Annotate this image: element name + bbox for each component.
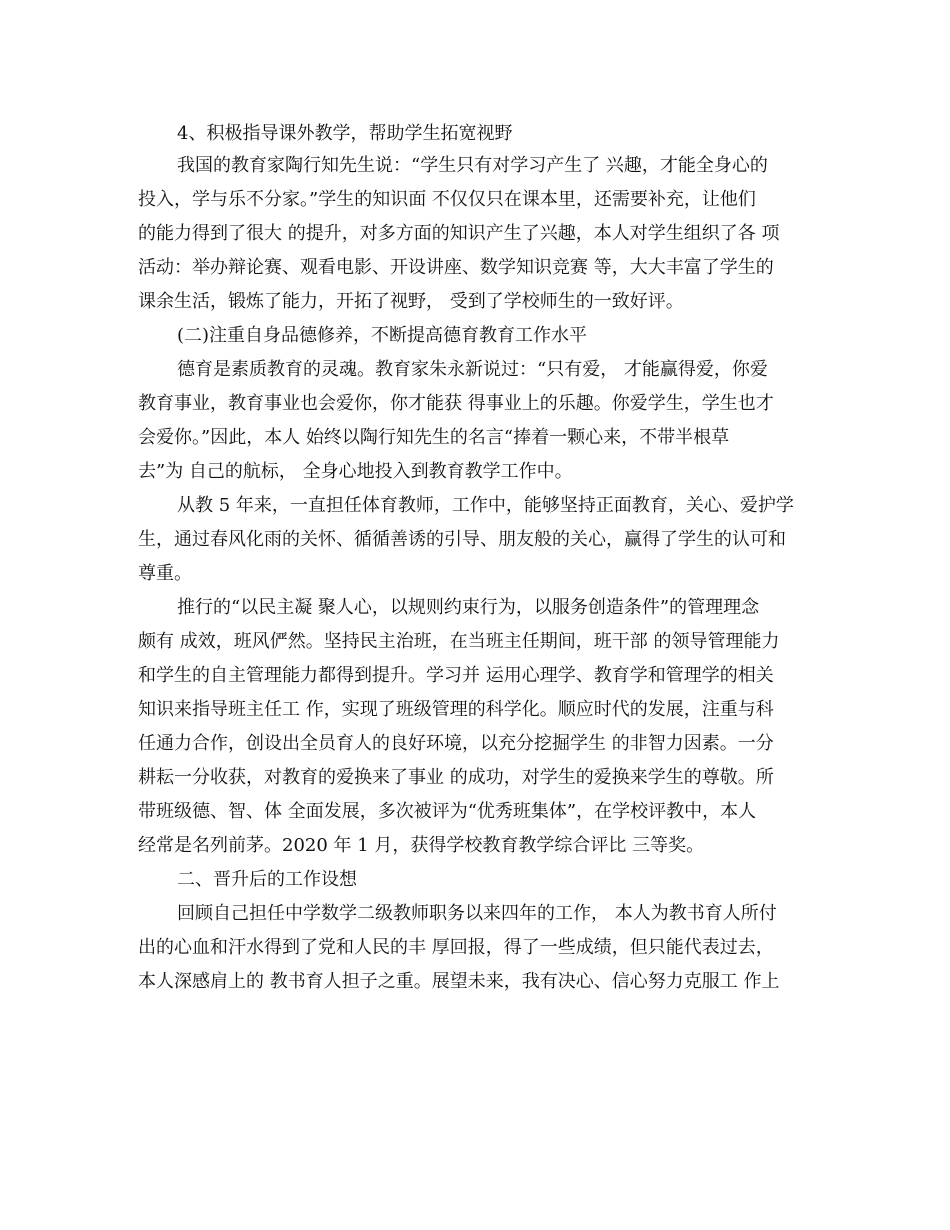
paragraph-line: 推行的“以民主凝 聚人心，以规则约束行为，以服务创造条件”的管理理念 <box>177 597 760 618</box>
paragraph-line: 出的心血和汗水得到了党和人民的丰 厚回报，得了一些成绩，但只能代表过去， <box>138 937 774 958</box>
paragraph-line: 回顾自己担任中学数学二级教师职务以来四年的工作， 本人为教书育人所付 <box>177 903 777 924</box>
paragraph-line: 知识来指导班主任工 作，实现了班级管理的科学化。顺应时代的发展，注重与科 <box>138 699 774 720</box>
paragraph-line: 颇有 成效，班风俨然。坚持民主治班，在当班主任期间，班干部 的领导管理能力 <box>138 631 780 652</box>
paragraph-line: 我国的教育家陶行知先生说：“学生只有对学习产生了 兴趣，才能全身心的 <box>177 155 768 176</box>
paragraph-line: 带班级德、智、体 全面发展，多次被评为“优秀班集体”，在学校评教中，本人 <box>138 801 757 822</box>
paragraph-line: 和学生的自主管理能力都得到提升。学习并 运用心理学、教育学和管理学的相关 <box>138 665 774 686</box>
paragraph-line: 从教 5 年来，一直担任体育教师，工作中，能够坚持正面教育，关心、爱护学 <box>177 495 794 516</box>
paragraph-line: 任通力合作，创设出全员育人的良好环境，以充分挖掘学生 的非智力因素。一分 <box>138 733 774 754</box>
paragraph-line: 去”为 自己的航标， 全身心地投入到教育教学工作中。 <box>138 461 573 482</box>
paragraph-line: 的能力得到了很大 的提升，对多方面的知识产生了兴趣，本人对学生组织了各 项 <box>138 223 780 244</box>
paragraph-line: 生，通过春风化雨的关怀、循循善诱的引导、朋友般的关心，赢得了学生的认可和 <box>138 529 786 550</box>
paragraph-line: 尊重。 <box>138 563 192 584</box>
paragraph-line: 经常是名列前茅。2020 年 1 月，获得学校教育教学综合评比 三等奖。 <box>138 835 705 856</box>
paragraph-line: 活动：举办辩论赛、观看电影、开设讲座、数学知识竞赛 等，大大丰富了学生的 <box>138 257 774 278</box>
paragraph-line: 耕耘一分收获，对教育的爱换来了事业 的成功，对学生的爱换来学生的尊敬。所 <box>138 767 774 788</box>
section-heading-extracurricular: 4、积极指导课外教学，帮助学生拓宽视野 <box>177 123 513 144</box>
paragraph-line: 德育是素质教育的灵魂。教育家朱永新说过：“只有爱， 才能赢得爱，你爱 <box>177 359 768 380</box>
paragraph-line: 本人深感肩上的 教书育人担子之重。展望未来，我有决心、信心努力克服工 作上 <box>138 971 780 992</box>
paragraph-line: 课余生活，锻炼了能力，开拓了视野， 受到了学校师生的一致好评。 <box>138 291 684 312</box>
paragraph-line: 会爱你。”因此，本人 始终以陶行知先生的名言“捧着一颗心来，不带半根草 <box>138 427 730 448</box>
paragraph-line: 投入，学与乐不分家。”学生的知识面 不仅仅只在课本里，还需要补充，让他们 <box>138 189 756 210</box>
paragraph-line: 教育事业，教育事业也会爱你，你才能获 得事业上的乐趣。你爱学生，学生也才 <box>138 393 774 414</box>
section-heading-moral-education: (二)注重自身品德修养，不断提高德育教育工作水平 <box>177 325 588 346</box>
section-heading-future-plan: 二、晋升后的工作设想 <box>177 869 357 890</box>
